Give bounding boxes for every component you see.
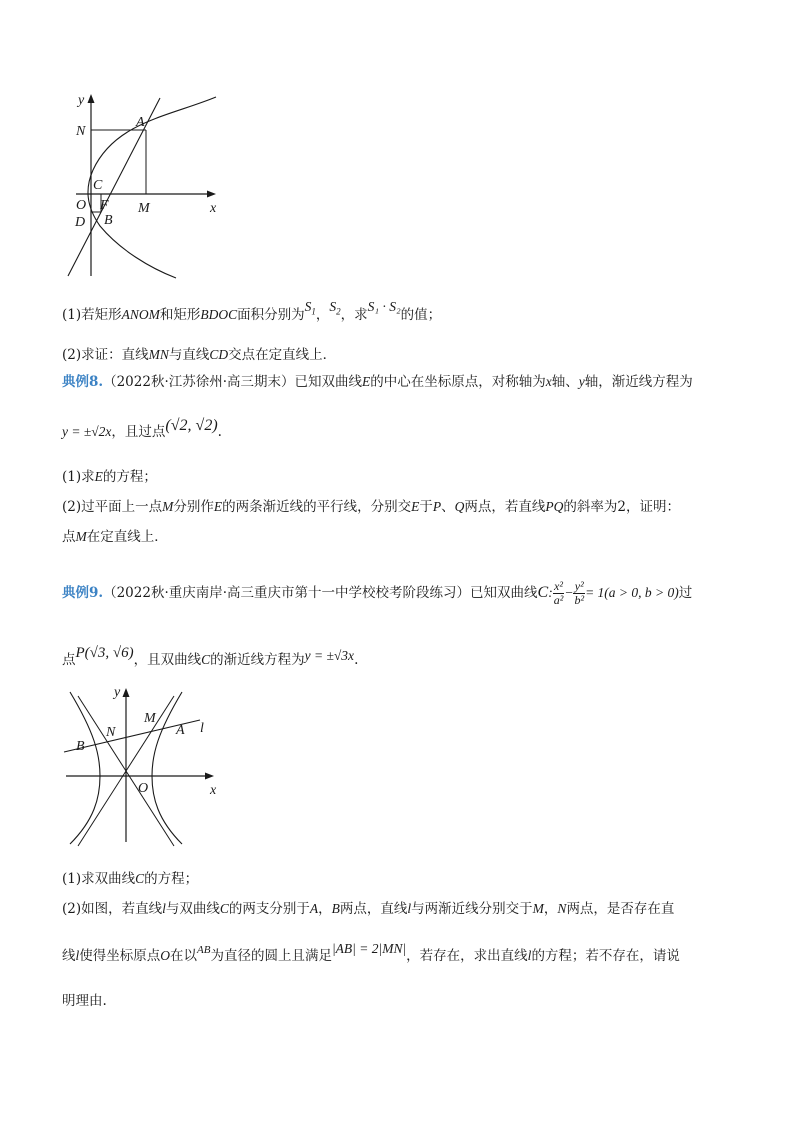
segment-ab: AB (197, 944, 211, 956)
symbol-a: A (309, 901, 319, 916)
text: 与双曲线 (165, 901, 220, 917)
text: ，且双曲线 (133, 652, 202, 668)
symbol-o: O (160, 948, 171, 963)
example-9-q2 (62, 899, 674, 919)
text: ， (315, 307, 330, 323)
example-9-q2-line2 (62, 941, 680, 967)
label-n: N (106, 725, 116, 740)
line-pq: PQ (545, 499, 564, 514)
text: 与两渐近线分别交于 (411, 901, 533, 917)
figure-parabola-rectangles (60, 88, 230, 288)
text: 明理由. (62, 993, 107, 1009)
label-b: B (104, 213, 113, 228)
denominator: a² (553, 593, 564, 607)
text: 使得坐标原点 (79, 948, 161, 964)
text: 与直线 (168, 347, 210, 363)
asymptote-eq: y = ±√2x (62, 424, 112, 439)
text: 点 (62, 652, 76, 668)
label-m: M (144, 711, 156, 726)
example-9-stem-2 (62, 645, 359, 670)
example-9-q1 (62, 869, 198, 889)
example-tag: 典例8. (62, 374, 104, 390)
label-b: B (76, 739, 85, 754)
text: 交点在定直线上． (228, 347, 337, 363)
text: ， (318, 901, 332, 917)
line-mn: MN (148, 347, 169, 362)
y-axis-arrow (123, 688, 130, 697)
text: (2)过平面上一点 (62, 499, 163, 515)
symbol-b: B (331, 901, 340, 916)
label-a: A (176, 723, 185, 738)
symbol-e: E (411, 499, 420, 514)
symbol-m: M (75, 529, 87, 544)
symbol-e: E (94, 469, 103, 484)
symbol-c: C (219, 901, 229, 916)
example-9-q2-line3 (62, 991, 107, 1011)
text: 为直径的圆上且满足 (210, 948, 332, 964)
text: (1)若矩形 (62, 307, 122, 323)
symbol-y: y (578, 374, 585, 389)
rect-bdoc: BDOC (200, 307, 238, 322)
hyperbola-right-branch (152, 692, 182, 844)
text: 的斜率为2，证明： (563, 499, 680, 515)
symbol-n: N (557, 901, 567, 916)
denominator: b² (574, 593, 585, 607)
text: − (564, 585, 574, 600)
asymptote-eq: y = ±√3x (304, 648, 355, 663)
text: 两点，是否存在直 (566, 901, 675, 917)
symbol-e: E (213, 499, 223, 514)
text: ， (543, 901, 558, 917)
label-d: D (75, 215, 86, 230)
text: 于 (419, 499, 433, 515)
label-o: O (138, 781, 149, 796)
x-axis-arrow (205, 773, 214, 780)
symbol-m: M (532, 901, 544, 916)
line-cd: CD (209, 347, 229, 362)
text: （2022秋·重庆南岸·高三重庆市第十一中学校校考阶段练习）已知双曲线 (103, 585, 538, 601)
example-tag: 典例9. (62, 585, 104, 601)
question-1-2 (62, 345, 336, 365)
text: 的方程；若不存在，请说 (531, 948, 680, 964)
s1-symbol (304, 299, 316, 317)
text: (2)求证：直线 (62, 347, 149, 363)
symbol-l: l (75, 948, 80, 963)
text: 在以 (170, 948, 198, 964)
text: 分别作 (173, 499, 214, 515)
label-y: y (114, 685, 121, 700)
example-8-q2-line2 (62, 527, 168, 547)
text: . (217, 424, 222, 440)
text: (1)求双曲线 (62, 871, 136, 887)
s2-letter: S (329, 299, 337, 314)
text: 轴，渐近线方程为 (584, 374, 693, 390)
example-8-q2 (62, 497, 680, 517)
text: . (354, 652, 359, 668)
point-coords: (√2, √2) (165, 417, 218, 434)
question-1-1 (62, 299, 442, 330)
text: 的方程； (144, 871, 199, 887)
text: (1)求 (62, 469, 95, 485)
symbol-m: M (162, 499, 174, 514)
label-f: F (100, 198, 109, 213)
hyperbola-left-branch (70, 692, 100, 844)
fraction-y2-b2 (573, 580, 585, 607)
label-x: x (210, 783, 217, 798)
condition-eq: |AB| = 2|MN| (331, 941, 407, 956)
text: 、 (441, 499, 455, 515)
parabola-curve (88, 97, 216, 278)
symbol-c: C (537, 584, 549, 601)
text: 的中心在坐标原点，对称轴为 (370, 374, 546, 390)
symbol-l: l (527, 948, 532, 963)
example-8-stem (62, 372, 693, 392)
label-o: O (76, 198, 87, 213)
s1-s2-product: S₁ · S₂ (367, 299, 401, 314)
text: 两点，直线 (339, 901, 408, 917)
text: : (548, 585, 553, 600)
symbol-x: x (545, 374, 552, 389)
x-axis-arrow (207, 191, 216, 198)
label-a: A (136, 115, 145, 130)
figure-1-svg (60, 88, 230, 288)
label-x: x (210, 201, 217, 216)
numerator: y² (574, 579, 584, 593)
y-axis-arrow (88, 94, 95, 103)
example-9-stem (62, 578, 692, 608)
point-p: P(√3, √6) (75, 645, 134, 661)
example-8-q1 (62, 467, 157, 487)
s1-letter: S (304, 299, 312, 314)
s2-sub: 2 (336, 306, 341, 317)
text: 的两条渐近线的平行线，分别交 (222, 499, 412, 515)
symbol-c: C (201, 652, 211, 667)
text: 的两支分别于 (228, 901, 310, 917)
text: ，且过点 (111, 424, 166, 440)
numerator: x² (554, 579, 563, 593)
text: 线 (62, 948, 76, 964)
text: 的值； (400, 307, 442, 323)
text: ，求 (340, 307, 368, 323)
label-c: C (93, 178, 103, 193)
text: 和矩形 (159, 307, 201, 323)
text: 面积分别为 (237, 307, 305, 323)
text: ，若存在，求出直线 (406, 948, 528, 964)
symbol-c: C (135, 871, 145, 886)
figure-hyperbola (60, 682, 230, 850)
symbol-l: l (407, 901, 412, 916)
s2-symbol (329, 299, 341, 317)
rect-anom: ANOM (121, 307, 160, 322)
label-m: M (138, 201, 150, 216)
example-8-stem-2 (62, 417, 222, 442)
text: （2022秋·江苏徐州·高三期末）已知双曲线 (103, 374, 363, 390)
text: 的渐近线方程为 (210, 652, 305, 668)
text: 过 (678, 585, 693, 601)
label-l: l (200, 721, 204, 736)
symbol-l: l (162, 901, 166, 916)
label-y: y (78, 93, 85, 108)
text: 点 (62, 529, 76, 545)
symbol-q: Q (454, 499, 465, 514)
fraction-x2-a2 (553, 580, 565, 607)
symbol-e: E (362, 374, 371, 389)
label-n: N (76, 124, 86, 139)
text: 两点，若直线 (464, 499, 546, 515)
hyperbola-eq-rhs: = 1(a > 0, b > 0) (585, 585, 679, 600)
symbol-p: P (432, 499, 442, 514)
s1-sub: 1 (311, 306, 316, 317)
figure-2-svg (60, 682, 230, 850)
text: 的方程； (102, 469, 157, 485)
text: 在定直线上． (86, 529, 168, 545)
text: 轴、 (551, 374, 579, 390)
text: (2)如图，若直线 (62, 901, 163, 917)
